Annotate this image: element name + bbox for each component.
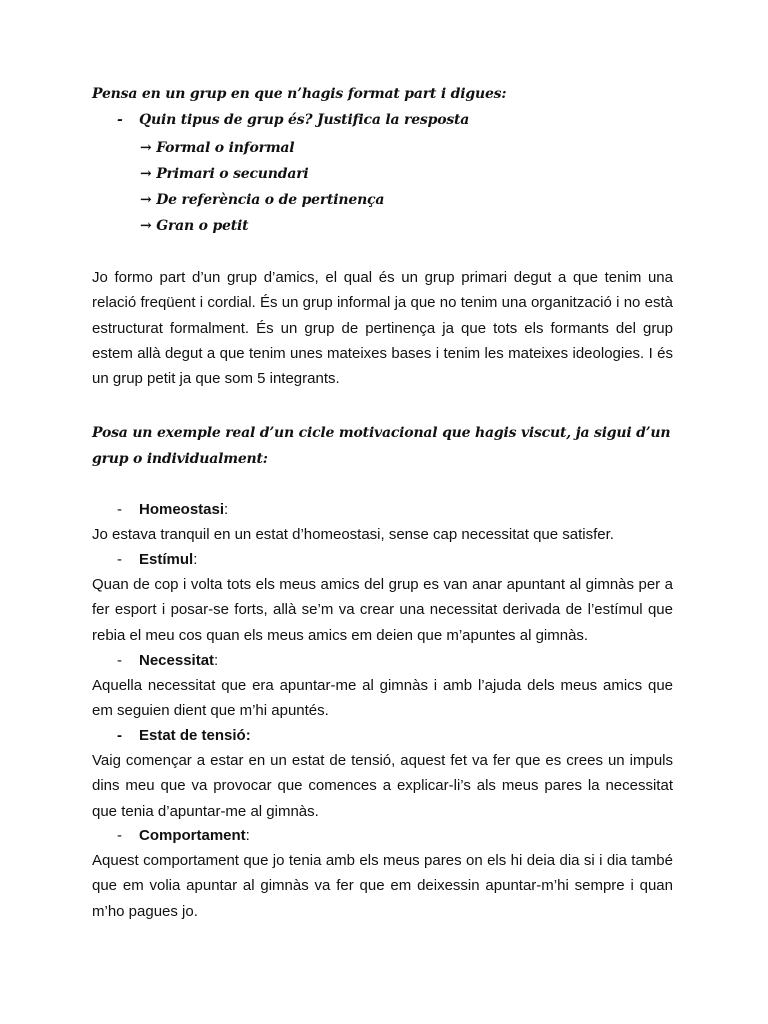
option-item: → Gran o petit <box>140 218 249 234</box>
stage-heading-comportament <box>117 823 250 848</box>
question-1-subprompt <box>117 112 469 128</box>
stage-suffix: : <box>245 827 250 844</box>
stage-term: Necessitat <box>139 652 215 669</box>
stage-suffix: : <box>214 652 219 669</box>
stage-suffix: : <box>193 551 198 568</box>
stage-text-comportament: Aquest comportament que jo tenia amb els meus pares on els hi deia dia si i dia també que em volia apuntar al gimnàs va fer que em deixessin apuntar-m’hi sempre i quan m’ho pagues jo. <box>92 852 673 920</box>
stage-heading-estimul <box>117 547 197 572</box>
question-2-prompt: Posa un exemple real d’un cicle motivacional que hagis viscut, ja sigui d’un grup o individualment: <box>92 425 671 467</box>
stage-text-estat-de-tensio: Vaig començar a estar en un estat de tensió, aquest fet va fer que es crees un impuls dins meu que va provocar que comences a explicar-li’s als meus pares la necessitat que tenia d’apuntar-me al gimnàs. <box>92 752 673 820</box>
bullet-dash: - <box>117 112 123 128</box>
stage-term: Estat de tensió <box>139 727 246 744</box>
answer-1-paragraph: Jo formo part d’un grup d’amics, el qual és un grup primari degut a que tenim una relació freqüent i cordial. És un grup informal ja que no tenim una organització i no està estructurat formalment. És un grup de pertinença ja que tots els formants del grup estem allà degut a que tenim unes mateixes bases i tenim les mateixes ideologies. I és un grup petit ja que som 5 integrants. <box>92 269 673 388</box>
subprompt-text: Quin tipus de grup és? Justifica la resposta <box>139 112 470 128</box>
stage-text-estimul: Quan de cop i volta tots els meus amics del grup es van anar apuntant al gimnàs per a fer esport i posar-se forts, allà se’m va crear una necessitat derivada de l’estímul que rebia el meu cos quan els meus amics em deien que m’apuntes al gimnàs. <box>92 576 673 644</box>
stage-term: Homeostasi <box>139 501 225 518</box>
stage-suffix: : <box>224 501 229 518</box>
stage-heading-necessitat <box>117 648 218 673</box>
question-1-options <box>140 138 384 242</box>
stage-heading-estat-de-tensio <box>117 723 251 748</box>
option-item: → Primari o secundari <box>140 166 309 182</box>
bullet-dash: - <box>117 652 122 669</box>
stage-text-necessitat: Aquella necessitat que era apuntar-me al gimnàs i amb l’ajuda dels meus amics que em seguien dient que m’hi apuntés. <box>92 677 673 720</box>
bullet-dash: - <box>117 827 122 844</box>
question-1-prompt: Pensa en un grup en que n’hagis format part i digues: <box>92 86 507 102</box>
bullet-dash: - <box>117 501 122 518</box>
stage-suffix: : <box>245 727 251 744</box>
stage-heading-homeostasi <box>117 497 228 522</box>
stage-text-homeostasi: Jo estava tranquil en un estat d’homeostasi, sense cap necessitat que satisfer. <box>92 526 614 543</box>
option-item: → Formal o informal <box>140 140 295 156</box>
bullet-dash: - <box>117 551 122 568</box>
stage-term: Estímul <box>139 551 194 568</box>
stage-term: Comportament <box>139 827 246 844</box>
option-item: → De referència o de pertinença <box>140 192 385 208</box>
bullet-dash: - <box>117 727 122 744</box>
